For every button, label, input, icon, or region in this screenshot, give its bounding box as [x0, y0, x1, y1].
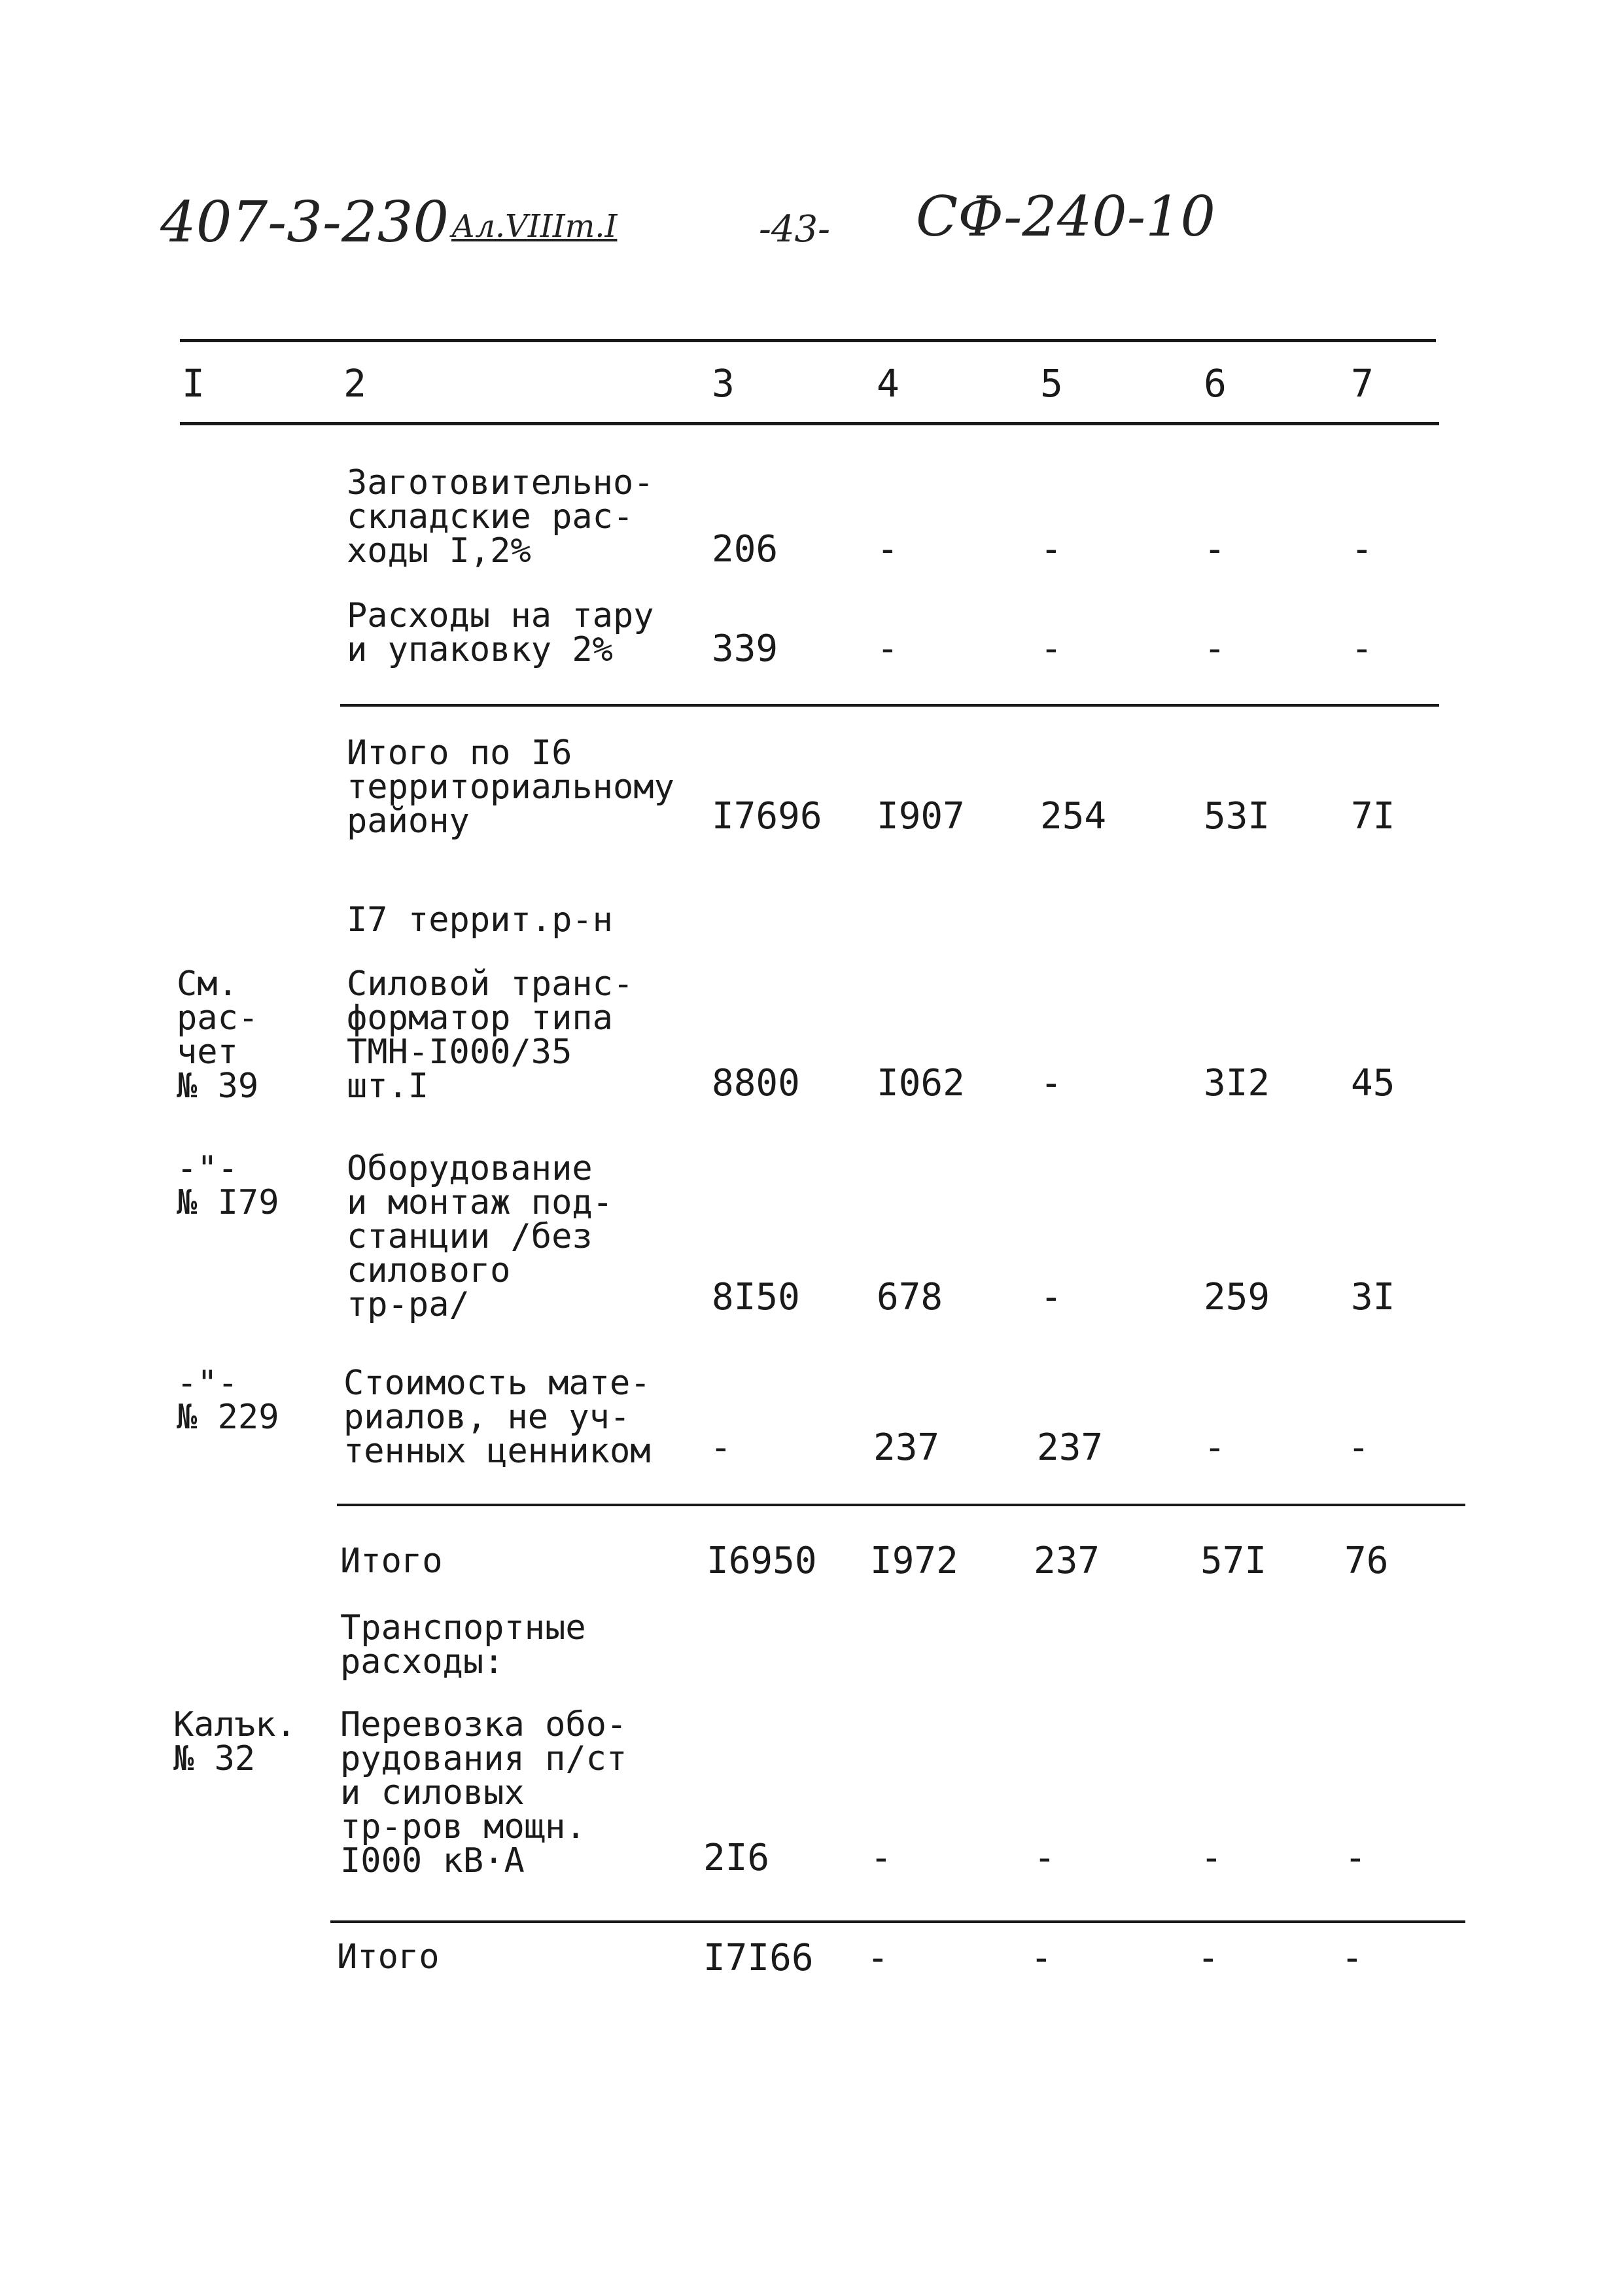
- cell-col3: 2I6: [703, 1837, 770, 1879]
- cell-col6: 57I: [1200, 1540, 1267, 1582]
- cell-col5: -: [1030, 1937, 1053, 1979]
- column-header-4: 4: [877, 361, 899, 406]
- column-header-2: 2: [343, 361, 366, 406]
- cell-col4: 237: [873, 1426, 940, 1469]
- cell-col7: -: [1341, 1937, 1363, 1979]
- cell-col6: 3I2: [1204, 1062, 1270, 1104]
- cell-col3: 339: [712, 627, 778, 670]
- row-description: Итого: [340, 1542, 443, 1581]
- cell-col3: I6950: [707, 1540, 817, 1582]
- cell-col7: -: [1348, 1426, 1370, 1469]
- cell-col4: -: [870, 1837, 892, 1879]
- total-rule: [330, 1920, 1465, 1923]
- subtotal-rule-2: [337, 1504, 1465, 1506]
- row-reference: Калък. № 32: [173, 1705, 296, 1778]
- row-description: Перевозка обо- рудования п/ст и силовых тр-ров мощн. I000 кВ·А: [340, 1705, 627, 1881]
- cell-col3: I7I66: [703, 1937, 814, 1979]
- column-header-6: 6: [1204, 361, 1227, 406]
- cell-col6: -: [1204, 627, 1226, 670]
- cell-col5: -: [1040, 528, 1062, 571]
- row-description: Стоимость мате- риалов, не уч- тенных ценником: [343, 1364, 651, 1471]
- cell-col3: 206: [712, 528, 778, 571]
- cell-col5: 254: [1040, 795, 1107, 838]
- cell-col4: 678: [877, 1276, 943, 1318]
- cell-col4: -: [877, 627, 899, 670]
- cell-col7: -: [1351, 528, 1373, 571]
- cell-col4: I972: [870, 1540, 958, 1582]
- cell-col5: -: [1040, 1276, 1062, 1318]
- column-header-3: 3: [712, 361, 735, 406]
- page-number: -43-: [759, 208, 831, 251]
- cell-col5: 237: [1034, 1540, 1100, 1582]
- document-number: 407-3-230: [160, 190, 449, 255]
- document-code: СФ-240-10: [916, 185, 1215, 249]
- subtotal-rule-1: [340, 704, 1439, 707]
- cell-col6: -: [1197, 1937, 1219, 1979]
- row-description: Транспортные расходы:: [340, 1608, 586, 1682]
- cell-col6: 259: [1204, 1276, 1270, 1318]
- header-bottom-rule: [180, 422, 1439, 425]
- cell-col5: -: [1034, 1837, 1056, 1879]
- cell-col4: I907: [877, 795, 965, 838]
- cell-col5: 237: [1037, 1426, 1104, 1469]
- cell-col7: 7I: [1351, 795, 1395, 838]
- cell-col3: 8800: [712, 1062, 800, 1104]
- row-description: I7 террит.р-н: [347, 900, 613, 940]
- cell-col5: -: [1040, 627, 1062, 670]
- row-description: Оборудование и монтаж под- станции /без силового тр-ра/: [347, 1149, 613, 1324]
- album-reference: Ал.VIIIт.I: [451, 208, 618, 245]
- cell-col7: 76: [1344, 1540, 1389, 1582]
- cell-col6: -: [1204, 528, 1226, 571]
- cell-col5: -: [1040, 1062, 1062, 1104]
- row-reference: См. рас- чет № 39: [177, 964, 259, 1106]
- cell-col7: -: [1351, 627, 1373, 670]
- cell-col3: I7696: [712, 795, 822, 838]
- row-description: Заготовительно- складские рас- ходы I,2%: [347, 463, 654, 571]
- table-top-rule: [180, 339, 1436, 342]
- cell-col4: -: [867, 1937, 889, 1979]
- cell-col6: -: [1200, 1837, 1223, 1879]
- row-description: Итого по I6 территориальному району: [347, 733, 674, 841]
- cell-col6: -: [1204, 1426, 1226, 1469]
- cell-col4: -: [877, 528, 899, 571]
- row-description: Итого: [337, 1937, 440, 1977]
- cell-col7: 45: [1351, 1062, 1395, 1104]
- column-header-5: 5: [1040, 361, 1063, 406]
- cell-col6: 53I: [1204, 795, 1270, 838]
- row-description: Расходы на тару и упаковку 2%: [347, 596, 654, 669]
- cell-col3: -: [710, 1426, 732, 1469]
- column-header-7: 7: [1351, 361, 1374, 406]
- row-description: Силовой транс- форматор типа ТМН-I000/35 шт.I: [347, 964, 634, 1106]
- row-reference: -"- № I79: [177, 1149, 279, 1222]
- cell-col4: I062: [877, 1062, 965, 1104]
- row-reference: -"- № 229: [177, 1364, 279, 1437]
- cell-col7: 3I: [1351, 1276, 1395, 1318]
- cell-col7: -: [1344, 1837, 1367, 1879]
- column-header-1: I: [182, 361, 205, 406]
- cell-col3: 8I50: [712, 1276, 800, 1318]
